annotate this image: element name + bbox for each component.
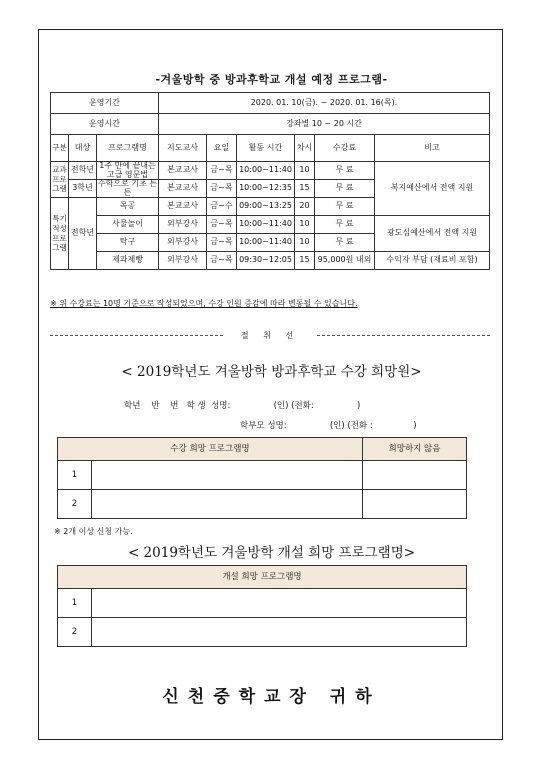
wish-table — [57, 437, 467, 519]
closing-address: 신천중학교장 귀하 — [162, 687, 381, 707]
cut-dash-right — [317, 335, 490, 336]
row-time: 09:00~13:25 — [237, 198, 295, 216]
row-time: 10:00~11:40 — [237, 234, 295, 252]
row-program: 목공 — [97, 198, 159, 216]
student-sign-line: 학년 반 번 학 생 성명: (인) (전화: ) — [124, 401, 361, 411]
row-number: 2 — [58, 618, 92, 647]
row-fee: 무 료 — [315, 216, 375, 234]
row-number: 2 — [58, 490, 92, 519]
row-time: 10:00~11:40 — [237, 162, 295, 180]
multi-apply-note: ※ 2개 이상 신청 가능. — [54, 527, 133, 536]
open-header-row — [58, 566, 467, 589]
row-program: 수학으로 기초 튼튼 — [97, 179, 158, 197]
time-row — [51, 114, 490, 135]
row-teacher: 본교교사 — [159, 198, 207, 216]
program-title: -겨울방학 중 방과후학교 개설 예정 프로그램- — [155, 73, 388, 86]
category-special: 특기적성프로그램 — [51, 198, 69, 270]
fee-note: ※ 위 수강료는 10명 기준으로 작성되었으며, 수강 인원 증감에 따라 변동될 수 있습니다. — [50, 299, 358, 308]
open-program-cell[interactable] — [92, 618, 467, 647]
row-fee: 무 료 — [315, 234, 375, 252]
open-table — [57, 565, 467, 647]
wish-none-cell[interactable] — [363, 490, 467, 519]
table-row — [58, 589, 467, 618]
wish-program-cell[interactable] — [92, 461, 363, 490]
row-teacher: 외부강사 — [159, 216, 207, 234]
time-label: 운영시간 — [51, 114, 159, 135]
row-days: 금~수 — [207, 198, 237, 216]
wish-col-program: 수강 희망 프로그램명 — [58, 438, 363, 461]
row-teacher: 본교교사 — [159, 162, 207, 180]
table-row — [58, 490, 467, 519]
row-teacher: 외부강사 — [159, 252, 207, 270]
period-label: 운영기간 — [51, 93, 159, 114]
row-target: 3학년 — [69, 180, 97, 198]
row-days: 금~목 — [207, 252, 237, 270]
header-fee: 수강료 — [315, 135, 375, 162]
time-value: 강좌별 10 ~ 20 시간 — [159, 114, 490, 135]
row-teacher: 외부강사 — [159, 234, 207, 252]
row-sessions: 15 — [295, 252, 315, 270]
cut-dash-left — [50, 335, 223, 336]
wish-program-cell[interactable] — [92, 490, 363, 519]
row-program: 제과제빵 — [97, 252, 159, 270]
table-row — [58, 618, 467, 647]
table-row — [51, 216, 490, 234]
header-row — [51, 135, 490, 162]
remark-province: 광도심예산에서 전액 지원 — [375, 216, 490, 252]
row-fee: 무 료 — [315, 180, 375, 198]
row-sessions: 10 — [295, 234, 315, 252]
header-category: 구분 — [51, 135, 69, 162]
header-days: 요일 — [207, 135, 237, 162]
program-table — [50, 92, 490, 270]
row-sessions: 10 — [295, 216, 315, 234]
wish-col-none: 희망하지 않음 — [363, 438, 467, 461]
row-program: 탁구 — [97, 234, 159, 252]
header-sessions: 차시 — [295, 135, 315, 162]
row-days: 금~목 — [207, 162, 237, 180]
header-time: 활동 시간 — [237, 135, 295, 162]
row-time: 10:00~11:40 — [237, 216, 295, 234]
remark-welfare: 복지예산에서 전액 지원 — [375, 162, 490, 216]
row-sessions: 20 — [295, 198, 315, 216]
header-target: 대상 — [69, 135, 97, 162]
wish-none-cell[interactable] — [363, 461, 467, 490]
cut-label: 절 취 선 — [240, 331, 300, 340]
row-target: 전학년 — [69, 162, 97, 180]
row-time: 10:00~12:35 — [237, 180, 295, 198]
row-days: 금~목 — [207, 234, 237, 252]
open-program-cell[interactable] — [92, 589, 467, 618]
table-row — [58, 461, 467, 490]
row-teacher: 본교교사 — [159, 180, 207, 198]
row-fee: 무 료 — [315, 198, 375, 216]
header-program: 프로그램명 — [97, 135, 159, 162]
table-row — [51, 252, 490, 270]
wish-header-row — [58, 438, 467, 461]
period-row — [51, 93, 490, 114]
cut-line — [50, 330, 490, 341]
row-days: 금~목 — [207, 180, 237, 198]
open-title: < 2019학년도 겨울방학 개설 희망 프로그램명> — [127, 545, 416, 561]
wish-title: < 2019학년도 겨울방학 방과후학교 수강 희망원> — [121, 364, 422, 380]
row-program: 사물놀이 — [97, 216, 159, 234]
row-fee: 95,000원 내외 — [315, 252, 375, 270]
row-number: 1 — [58, 589, 92, 618]
row-sessions: 15 — [295, 180, 315, 198]
row-number: 1 — [58, 461, 92, 490]
category-curriculum: 교과프로그램 — [51, 162, 69, 198]
row-target: 전학년 — [69, 198, 97, 270]
header-remarks: 비고 — [375, 135, 490, 162]
table-row — [51, 162, 490, 180]
row-sessions: 10 — [295, 162, 315, 180]
row-program: 1주 만에 끝내는 고급 영문법 — [97, 162, 159, 180]
parent-sign-line: 학부모 성명: (인) (전화 : ) — [240, 421, 417, 431]
row-days: 금~목 — [207, 216, 237, 234]
header-teacher: 지도교사 — [159, 135, 207, 162]
period-value: 2020. 01. 10(금). ~ 2020. 01. 16(목). — [159, 93, 490, 114]
row-time: 09:30~12:05 — [237, 252, 295, 270]
remark-self: 수익자 부담 (재료비 포함) — [375, 252, 490, 270]
row-fee: 무 료 — [315, 162, 375, 180]
open-col-program: 개설 희망 프로그램명 — [58, 566, 467, 589]
